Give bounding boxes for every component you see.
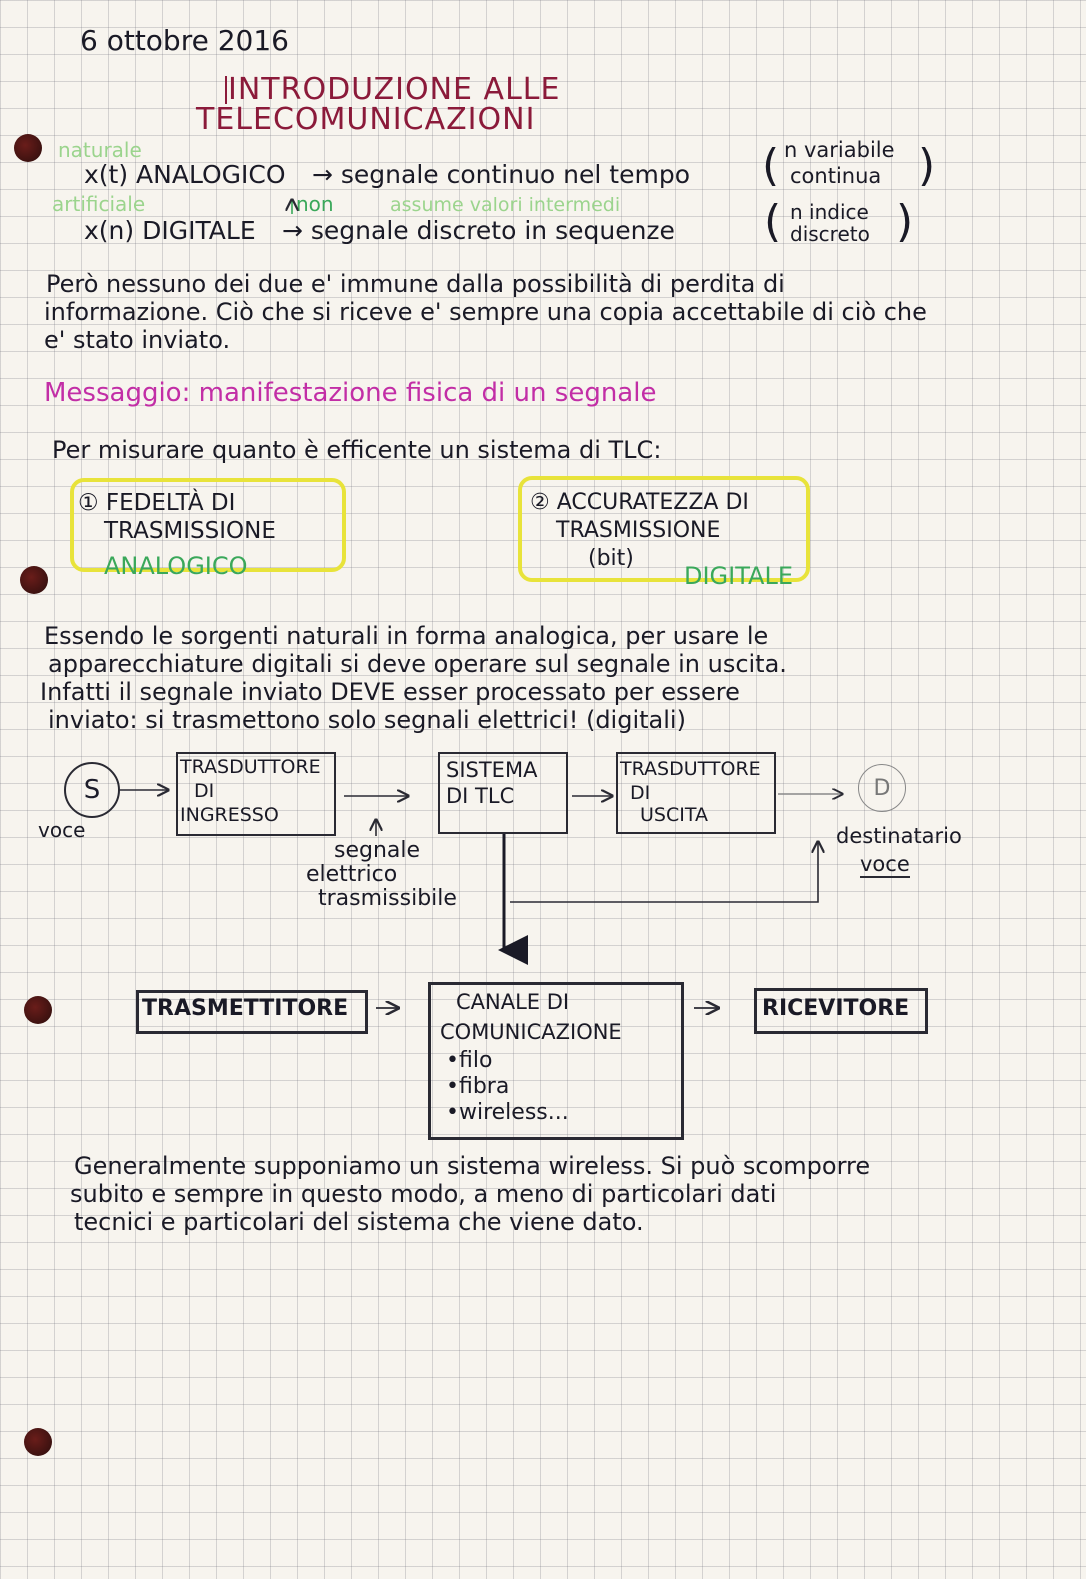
digital-note-line1: n indice <box>790 200 869 224</box>
digital-label: x(n) DIGITALE <box>84 216 256 245</box>
paragraph-2-line: inviato: si trasmettono solo segnali elettrici! (digitali) <box>48 706 686 734</box>
faint-note-intermediate: assume valori intermedi <box>390 194 621 216</box>
output-transducer-line1: TRASDUTTORE <box>620 758 761 780</box>
signal-label-line3: trasmissibile <box>318 886 457 911</box>
faint-note-artificiale: artificiale <box>52 192 146 216</box>
paragraph-1-line: Però nessuno dei due e' immune dalla possibilità di perdita di <box>46 270 785 298</box>
channel-item: •fibra <box>446 1074 510 1099</box>
digital-description: → segnale discreto in sequenze <box>282 216 675 245</box>
digital-note-line2: discreto <box>790 222 870 246</box>
accuracy-title: ② ACCURATEZZA DI <box>530 490 749 515</box>
output-transducer-line2: DI <box>630 782 651 804</box>
digital-note-open-paren: ( <box>764 196 782 247</box>
source-label: voce <box>38 818 86 842</box>
paragraph-1-line: informazione. Ciò che si riceve e' sempre una copia accettabile di ciò che <box>44 298 927 326</box>
analog-note-close-paren: ) <box>918 140 936 191</box>
paragraph-3-line: Generalmente supponiamo un sistema wireless. Si può scomporre <box>74 1152 871 1180</box>
transmitter-label: TRASMETTITORE <box>142 996 349 1021</box>
paragraph-1-line: e' stato inviato. <box>44 326 231 354</box>
destination-voice-label: voce <box>860 852 910 876</box>
input-transducer-line2: DI <box>194 780 215 802</box>
channel-title-line2: COMUNICAZIONE <box>440 1020 622 1044</box>
non-note: non <box>296 192 334 216</box>
fidelity-subtitle: TRASMISSIONE <box>104 518 276 544</box>
measure-intro: Per misurare quanto è efficente un sistema di TLC: <box>52 436 662 464</box>
paragraph-2-line: Infatti il segnale inviato DEVE esser processato per essere <box>40 678 740 706</box>
signal-label-line1: segnale <box>334 838 421 863</box>
page-title-line2: TELECOMUNICAZIONI <box>196 102 536 137</box>
fidelity-title: ① FEDELTÀ DI <box>78 490 236 516</box>
paragraph-2-line: Essendo le sorgenti naturali in forma analogica, per usare le <box>44 622 769 650</box>
page-date: 6 ottobre 2016 <box>80 24 289 57</box>
accuracy-tag: DIGITALE <box>684 562 793 590</box>
faint-note-naturale: naturale <box>58 138 142 162</box>
analog-description: → segnale continuo nel tempo <box>312 160 690 189</box>
channel-item: •filo <box>446 1048 493 1073</box>
analog-note-open-paren: ( <box>762 140 780 191</box>
paragraph-3-line: subito e sempre in questo modo, a meno di particolari dati <box>70 1180 777 1208</box>
destination-symbol: D <box>873 775 891 801</box>
channel-title-line1: CANALE DI <box>456 990 570 1014</box>
input-transducer-line3: INGRESSO <box>180 804 279 826</box>
source-symbol: S <box>83 775 101 805</box>
channel-item: •wireless... <box>446 1100 569 1125</box>
accuracy-unit: (bit) <box>588 546 634 571</box>
signal-label-line2: elettrico <box>306 862 398 887</box>
paragraph-2-line: apparecchiature digitali si deve operare sul segnale in uscita. <box>48 650 787 678</box>
accuracy-subtitle: TRASMISSIONE <box>556 518 721 543</box>
output-transducer-line3: USCITA <box>640 804 708 826</box>
paragraph-3-line: tecnici e particolari del sistema che viene dato. <box>74 1208 644 1236</box>
fidelity-tag: ANALOGICO <box>104 552 248 580</box>
destination-label: destinatario <box>836 824 962 848</box>
analog-label: x(t) ANALOGICO <box>84 160 286 189</box>
digital-note-close-paren: ) <box>896 196 914 247</box>
tlc-system-line1: SISTEMA <box>446 758 538 782</box>
receiver-label: RICEVITORE <box>762 996 910 1021</box>
analog-note-line2: continua <box>790 164 882 188</box>
message-definition: Messaggio: manifestazione fisica di un segnale <box>44 378 657 408</box>
input-transducer-line1: TRASDUTTORE <box>180 756 321 778</box>
connector-to-destination <box>510 842 818 902</box>
analog-note-line1: n variabile <box>784 138 895 162</box>
tlc-system-line2: DI TLC <box>446 784 515 808</box>
page-title-line1: INTRODUZIONE ALLE <box>228 72 561 107</box>
